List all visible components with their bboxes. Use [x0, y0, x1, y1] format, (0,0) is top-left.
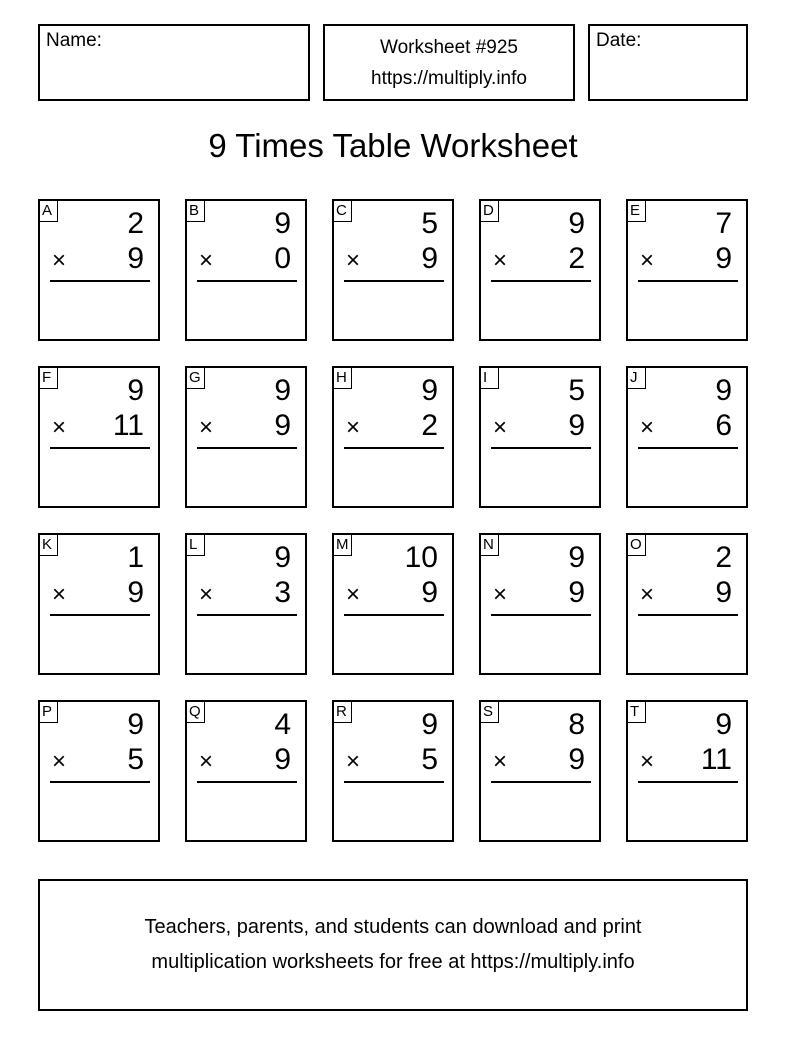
- multiplicand: 5: [421, 207, 438, 240]
- multiplier: 9: [421, 576, 438, 609]
- multiply-sign: ×: [640, 581, 655, 608]
- answer-line: [344, 280, 444, 282]
- multiplier: 9: [568, 743, 585, 776]
- name-label: Name:: [46, 30, 102, 51]
- multiplier: 2: [568, 242, 585, 275]
- multiplicand: 2: [127, 207, 144, 240]
- multiply-sign: ×: [640, 247, 655, 274]
- multiply-sign: ×: [199, 581, 214, 608]
- problem-letter: B: [186, 200, 205, 222]
- multiply-sign: ×: [493, 247, 508, 274]
- multiplier: 9: [274, 409, 291, 442]
- multiplier: 9: [715, 576, 732, 609]
- multiplier: 3: [274, 576, 291, 609]
- answer-line: [491, 447, 591, 449]
- answer-line: [50, 614, 150, 616]
- multiplicand: 9: [715, 374, 732, 407]
- multiplier: 5: [421, 743, 438, 776]
- worksheet-url: https://multiply.info: [371, 68, 527, 89]
- multiplier: 5: [127, 743, 144, 776]
- multiplicand: 10: [404, 541, 438, 574]
- problem-card[interactable]: [479, 366, 601, 508]
- page-title: 9 Times Table Worksheet: [208, 127, 578, 164]
- problem-letter: E: [627, 200, 646, 222]
- answer-line: [344, 447, 444, 449]
- multiplier: 11: [112, 409, 144, 442]
- problem-card[interactable]: [185, 199, 307, 341]
- problem-letter: J: [627, 367, 646, 389]
- multiplicand: 9: [274, 207, 291, 240]
- problem-letter: I: [480, 367, 499, 389]
- multiplicand: 5: [568, 374, 585, 407]
- multiplicand: 4: [274, 708, 291, 741]
- multiply-sign: ×: [493, 748, 508, 775]
- multiplicand: 9: [568, 541, 585, 574]
- answer-line: [638, 614, 738, 616]
- multiplier: 9: [715, 242, 732, 275]
- problem-letter: K: [39, 534, 58, 556]
- answer-line: [50, 447, 150, 449]
- multiplicand: 9: [421, 708, 438, 741]
- multiply-sign: ×: [52, 414, 67, 441]
- answer-line: [491, 280, 591, 282]
- multiply-sign: ×: [199, 748, 214, 775]
- problem-card[interactable]: [38, 533, 160, 675]
- answer-line: [50, 781, 150, 783]
- multiply-sign: ×: [52, 748, 67, 775]
- problem-card[interactable]: [332, 700, 454, 842]
- answer-line: [344, 781, 444, 783]
- problem-letter: F: [39, 367, 58, 389]
- answer-line: [50, 280, 150, 282]
- problem-card[interactable]: [332, 533, 454, 675]
- footer-line-2: multiplication worksheets for free at https://multiply.info: [151, 951, 635, 973]
- problem-card[interactable]: [185, 700, 307, 842]
- footer-box: [38, 879, 748, 1011]
- multiply-sign: ×: [346, 748, 361, 775]
- problem-letter: Q: [186, 701, 205, 723]
- problem-letter: G: [186, 367, 205, 389]
- problem-card[interactable]: [479, 199, 601, 341]
- problem-card[interactable]: [38, 700, 160, 842]
- multiplier: 9: [127, 576, 144, 609]
- multiplicand: 9: [127, 708, 144, 741]
- multiply-sign: ×: [493, 581, 508, 608]
- answer-line: [344, 614, 444, 616]
- multiplicand: 8: [568, 708, 585, 741]
- answer-line: [638, 781, 738, 783]
- answer-line: [197, 614, 297, 616]
- multiplicand: 9: [715, 708, 732, 741]
- multiplier: 9: [421, 242, 438, 275]
- worksheet-info-box: [323, 24, 575, 101]
- answer-line: [491, 781, 591, 783]
- multiply-sign: ×: [199, 414, 214, 441]
- date-field[interactable]: [588, 24, 748, 101]
- problem-letter: N: [480, 534, 499, 556]
- multiplicand: 7: [715, 207, 732, 240]
- answer-line: [491, 614, 591, 616]
- problem-card[interactable]: [626, 533, 748, 675]
- problem-card[interactable]: [185, 366, 307, 508]
- answer-line: [197, 447, 297, 449]
- multiply-sign: ×: [493, 414, 508, 441]
- problem-letter: M: [333, 534, 352, 556]
- multiplicand: 9: [127, 374, 144, 407]
- multiplier: 9: [274, 743, 291, 776]
- multiply-sign: ×: [346, 581, 361, 608]
- problem-letter: H: [333, 367, 352, 389]
- multiplicand: 9: [274, 541, 291, 574]
- problem-card[interactable]: [479, 533, 601, 675]
- problem-card[interactable]: [38, 366, 160, 508]
- multiplier: 0: [274, 242, 291, 275]
- multiplier: 9: [568, 576, 585, 609]
- multiplicand: 1: [127, 541, 144, 574]
- problem-letter: T: [627, 701, 646, 723]
- name-field[interactable]: [38, 24, 310, 101]
- problem-letter: D: [480, 200, 499, 222]
- problem-letter: S: [480, 701, 499, 723]
- problem-card[interactable]: [38, 199, 160, 341]
- multiplier: 6: [715, 409, 732, 442]
- multiplier: 9: [568, 409, 585, 442]
- multiply-sign: ×: [640, 414, 655, 441]
- problem-letter: O: [627, 534, 646, 556]
- problem-card[interactable]: [185, 533, 307, 675]
- problem-card[interactable]: [626, 199, 748, 341]
- problem-card[interactable]: [626, 366, 748, 508]
- multiplicand: 9: [274, 374, 291, 407]
- problem-letter: A: [39, 200, 58, 222]
- footer-line-1: Teachers, parents, and students can download and print: [144, 916, 642, 938]
- multiplicand: 9: [421, 374, 438, 407]
- problem-card[interactable]: [332, 199, 454, 341]
- multiply-sign: ×: [346, 414, 361, 441]
- multiplicand: 9: [568, 207, 585, 240]
- answer-line: [197, 781, 297, 783]
- multiply-sign: ×: [640, 748, 655, 775]
- problem-card[interactable]: [479, 700, 601, 842]
- problem-letter: L: [186, 534, 205, 556]
- multiplier: 9: [127, 242, 144, 275]
- answer-line: [197, 280, 297, 282]
- answer-line: [638, 280, 738, 282]
- multiply-sign: ×: [346, 247, 361, 274]
- multiplicand: 2: [715, 541, 732, 574]
- multiply-sign: ×: [199, 247, 214, 274]
- multiplier: 11: [700, 743, 732, 776]
- problem-card[interactable]: [626, 700, 748, 842]
- worksheet-number: Worksheet #925: [379, 37, 518, 58]
- date-label: Date:: [596, 30, 642, 51]
- multiply-sign: ×: [52, 581, 67, 608]
- multiplier: 2: [421, 409, 438, 442]
- problem-letter: R: [333, 701, 352, 723]
- multiply-sign: ×: [52, 247, 67, 274]
- problem-card[interactable]: [332, 366, 454, 508]
- problem-letter: P: [39, 701, 58, 723]
- answer-line: [638, 447, 738, 449]
- problem-letter: C: [333, 200, 352, 222]
